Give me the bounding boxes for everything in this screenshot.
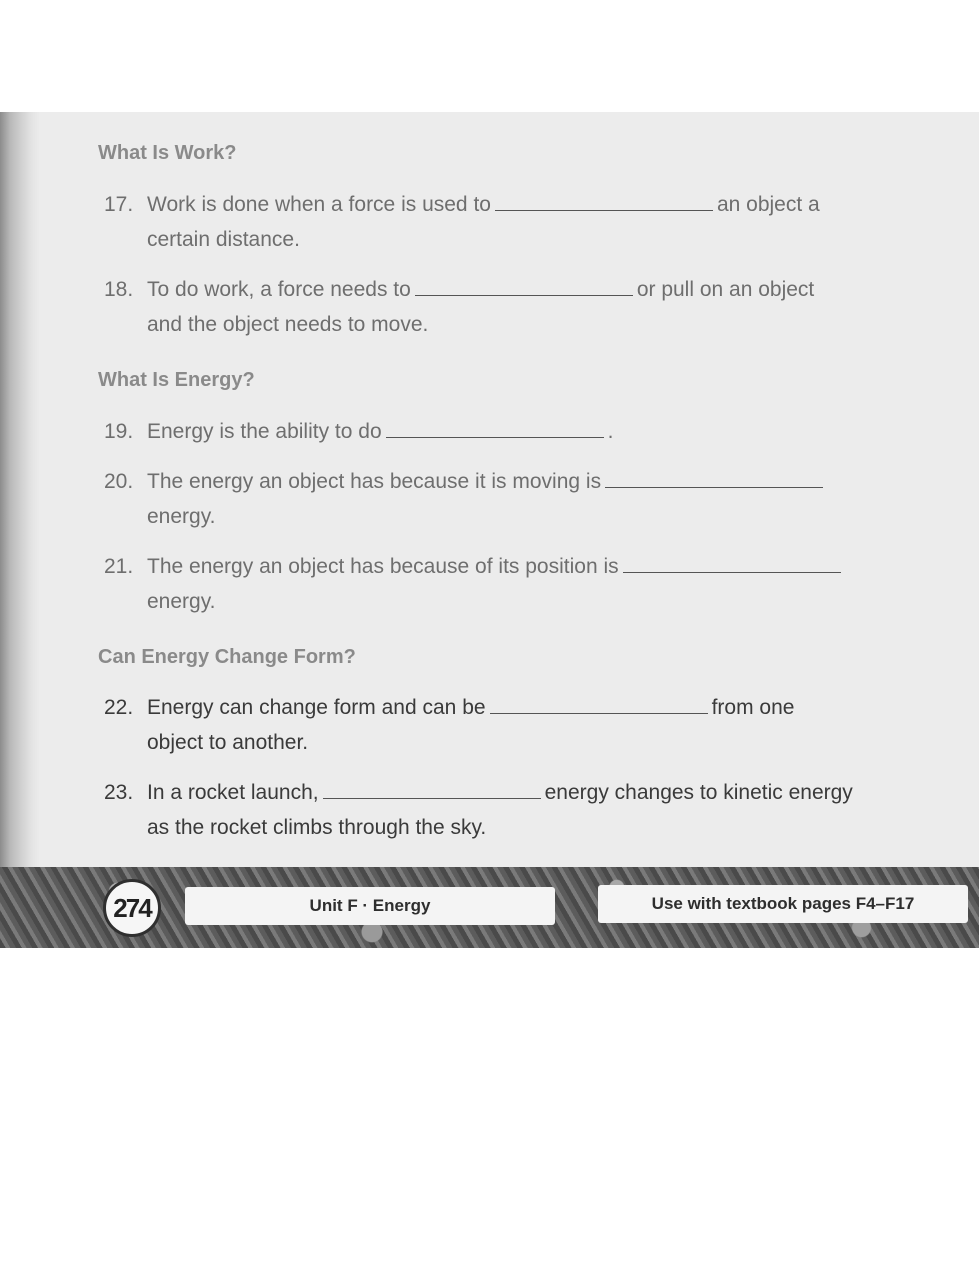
- question-number: 17.: [104, 193, 134, 216]
- question-text: The energy an object has because it is moving is: [147, 470, 602, 493]
- question-text-after: an object a: [716, 193, 820, 216]
- section-heading-energy-change: Can Energy Change Form?: [98, 646, 356, 668]
- answer-blank[interactable]: [623, 554, 841, 573]
- question-number: 20.: [104, 470, 134, 493]
- book-binding-shadow: [0, 112, 40, 948]
- worksheet-page: [0, 112, 979, 948]
- answer-blank[interactable]: [495, 192, 713, 211]
- question-23: [104, 775, 853, 845]
- question-text: To do work, a force needs to: [147, 278, 411, 301]
- question-text-after: or pull on an object: [636, 278, 815, 301]
- page-number-badge: 274: [103, 879, 161, 937]
- question-number: 22.: [104, 696, 134, 719]
- question-22: [104, 690, 794, 760]
- answer-blank[interactable]: [415, 277, 633, 296]
- question-number: 21.: [104, 555, 134, 578]
- question-number: 19.: [104, 420, 134, 443]
- question-text: Energy is the ability to do: [147, 420, 382, 443]
- question-17: [104, 187, 820, 257]
- answer-blank[interactable]: [490, 695, 708, 714]
- section-heading-energy: What Is Energy?: [98, 369, 255, 391]
- question-18: [104, 272, 814, 342]
- question-21: [104, 549, 845, 619]
- question-text-after: from one: [711, 696, 795, 719]
- textbook-pages-tab: Use with textbook pages F4–F17: [598, 885, 968, 923]
- section-heading-work: What Is Work?: [98, 142, 237, 164]
- question-text-line2: object to another.: [147, 731, 309, 754]
- question-text: Work is done when a force is used to: [147, 193, 491, 216]
- question-text-line2: and the object needs to move.: [147, 313, 429, 336]
- answer-blank[interactable]: [386, 419, 604, 438]
- question-text-after: .: [607, 420, 614, 443]
- question-text: Energy can change form and can be: [147, 696, 486, 719]
- question-text-line2: certain distance.: [147, 228, 300, 251]
- question-text-after: energy changes to kinetic energy: [544, 781, 853, 804]
- question-text: The energy an object has because of its position is: [147, 555, 619, 578]
- question-text-line2: energy.: [147, 505, 216, 528]
- question-19: [104, 414, 613, 449]
- question-number: 18.: [104, 278, 134, 301]
- unit-label-tab: Unit F · Energy: [185, 887, 555, 925]
- footer-band: [0, 867, 979, 948]
- question-text: In a rocket launch,: [147, 781, 319, 804]
- question-number: 23.: [104, 781, 134, 804]
- answer-blank[interactable]: [323, 780, 541, 799]
- question-text-line2: energy.: [147, 590, 216, 613]
- question-20: [104, 464, 827, 534]
- question-text-line2: as the rocket climbs through the sky.: [147, 816, 487, 839]
- answer-blank[interactable]: [605, 469, 823, 488]
